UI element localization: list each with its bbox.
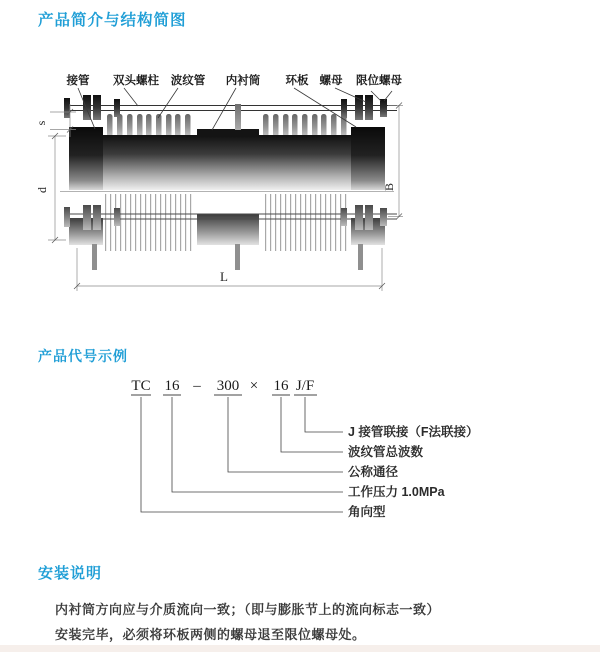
inner-liner-band [197, 129, 259, 137]
section-title-intro: 产品简介与结构简图 [38, 12, 187, 29]
tie-rod [64, 106, 397, 111]
section-title-code: 产品代号示例 [38, 348, 128, 364]
part-label-stud: 双头螺柱 [113, 75, 159, 87]
part-label-bellows: 波纹管 [170, 75, 206, 87]
callout-connectors [141, 397, 343, 512]
bellows-right-fins [263, 114, 347, 137]
bellows-body [69, 135, 385, 190]
code-token-diameter: 300 [216, 378, 240, 394]
dim-label-L: L [220, 269, 228, 284]
dim-label-B: B [382, 182, 396, 192]
install-instruction-line-2: 安装完毕，必须将环板两侧的螺母退至限位螺母处。 [55, 627, 366, 642]
part-labels [66, 73, 403, 87]
install-instruction-line-1: 内衬筒方向应与介质流向一致；（即与膨胀节上的流向标志一致） [55, 602, 441, 617]
callout-type: 角向型 [348, 505, 386, 519]
code-token-times: × [249, 378, 259, 394]
callout-connection: J 接管联接（F法联接） [348, 425, 479, 439]
left-ring-plate [69, 127, 103, 190]
code-token-dash: – [193, 378, 201, 394]
structure-diagram [30, 62, 470, 305]
code-token-connection: J/F [295, 378, 315, 394]
bottom-strip [0, 645, 600, 652]
section-title-install: 安装说明 [38, 565, 103, 582]
code-token-pressure: 16 [164, 378, 180, 394]
part-label-nut: 螺母 [319, 75, 343, 87]
dim-label-s: s [34, 120, 48, 126]
part-label-pipe: 接管 [66, 75, 90, 87]
right-ring-plate [351, 127, 385, 190]
code-tokens [131, 378, 314, 394]
code-token-waves: 16 [273, 378, 289, 394]
callout-diameter: 公称通径 [348, 465, 399, 479]
part-label-ring-plate: 环板 [285, 75, 309, 87]
bellows-left-fins [107, 114, 191, 137]
part-label-limit-nut: 限位螺母 [356, 75, 402, 87]
part-label-liner: 内衬筒 [225, 75, 261, 87]
center-stud [235, 104, 241, 130]
callout-labels [348, 424, 479, 519]
code-token-type: TC [131, 378, 151, 394]
callout-pressure: 工作压力 1.0MPa [348, 485, 445, 499]
dim-label-d: d [35, 187, 49, 193]
product-code-figure [30, 372, 570, 532]
callout-waves: 波纹管总波数 [348, 445, 424, 459]
